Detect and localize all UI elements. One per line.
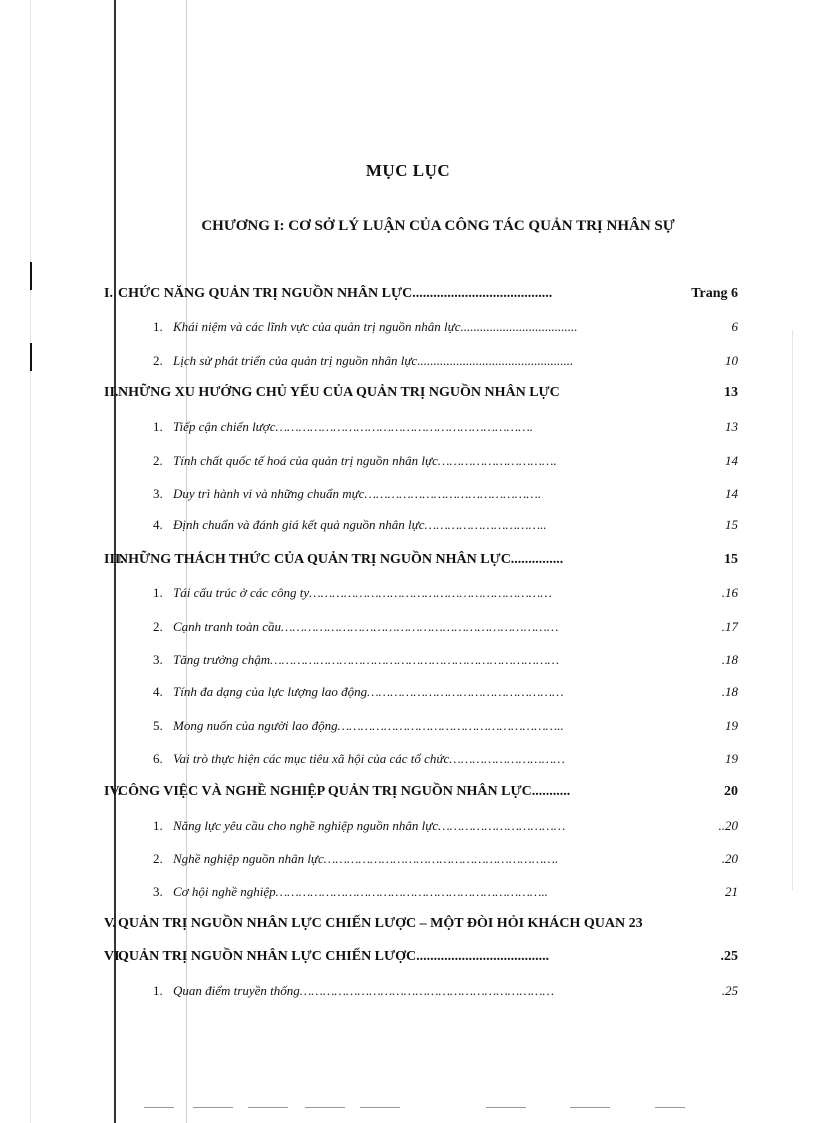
chapter-heading: CHƯƠNG I: CƠ SỞ LÝ LUẬN CỦA CÔNG TÁC QUẢN TRỊ NHÂN SỰ (201, 218, 675, 234)
page-number: 15 (724, 552, 738, 567)
entry-number: 2. (153, 453, 163, 468)
page-number: .25 (720, 949, 738, 964)
footer-dash (655, 1107, 685, 1108)
entry-number: 2. (153, 851, 163, 866)
entry-title: Vai trò thực hiện các mục tiêu xã hội của các tổ chức………………………… (173, 751, 565, 766)
toc-entry-1-1 (0, 319, 816, 341)
entry-number: 2. (153, 353, 163, 368)
entry-title: Mong nuốn của người lao động………………………………………………….. (173, 718, 564, 733)
section-title: NHỮNG THÁCH THỨC CỦA QUẢN TRỊ NGUỒN NHÂN LỰC............... (118, 552, 564, 567)
toc-section-3 (0, 552, 816, 574)
toc-entry-2-4 (0, 517, 816, 539)
toc-entry-4-2 (0, 851, 816, 873)
entry-number: 5. (153, 718, 163, 733)
toc-section-1 (0, 286, 816, 308)
page-number: .18 (721, 652, 738, 667)
page-number: 13 (725, 419, 738, 434)
entry-title: Nghề nghiệp nguồn nhân lực……………………………………………………. (173, 851, 559, 866)
section-number: IV. (104, 784, 122, 799)
toc-section-5 (0, 916, 816, 938)
entry-title: Duy trì hành vi và những chuẩn mực………………………………………. (173, 486, 542, 501)
section-title: QUẢN TRỊ NGUỒN NHÂN LỰC CHIẾN LƯỢC...................................... (118, 949, 550, 964)
entry-title: Tái cấu trúc ở các công ty……………………………………………………… (173, 585, 552, 600)
page-number: 6 (731, 319, 738, 334)
toc-entry-6-1 (0, 983, 816, 1005)
section-number: I. (104, 286, 113, 301)
entry-number: 4. (153, 517, 163, 532)
toc-entry-2-3 (0, 486, 816, 508)
entry-title: Năng lực yêu cầu cho nghề nghiệp nguồn nhân lực…………………………… (173, 818, 566, 833)
page-number: 19 (725, 718, 738, 733)
footer-dash (570, 1107, 610, 1108)
page-number: .25 (721, 983, 738, 998)
page-number: 20 (724, 784, 738, 799)
entry-number: 3. (153, 884, 163, 899)
page-number: .17 (721, 619, 738, 634)
section-title: QUẢN TRỊ NGUỒN NHÂN LỰC CHIẾN LƯỢC – MỘT ĐÒI HỎI KHÁCH QUAN 23 (118, 916, 643, 931)
footer-dash (144, 1107, 174, 1108)
toc-section-4 (0, 784, 816, 806)
toc-entry-3-5 (0, 718, 816, 740)
footer-dash (486, 1107, 526, 1108)
section-number: V. (104, 916, 116, 931)
section-number: III. (104, 552, 124, 567)
toc-entry-3-1 (0, 585, 816, 607)
scan-edge-line-right (792, 330, 793, 890)
page-number: .18 (721, 684, 738, 699)
page-title: MỤC LỤC (365, 161, 451, 180)
page-number: 14 (725, 486, 738, 501)
page-number: .16 (721, 585, 738, 600)
page-number: ..20 (718, 818, 738, 833)
entry-number: 2. (153, 619, 163, 634)
page-number: 14 (725, 453, 738, 468)
toc-entry-3-4 (0, 684, 816, 706)
entry-number: 4. (153, 684, 163, 699)
toc-entry-4-3 (0, 884, 816, 906)
page-number: 15 (725, 517, 738, 532)
page-number: 19 (725, 751, 738, 766)
footer-dash (360, 1107, 400, 1108)
entry-number: 1. (153, 319, 163, 334)
entry-number: 3. (153, 652, 163, 667)
entry-title: Cơ hội nghề nghiệp…………………………………………………………….. (173, 884, 548, 899)
toc-entry-2-2 (0, 453, 816, 475)
entry-title: Cạnh tranh toàn cầu……………………………………………………………… (173, 619, 559, 634)
entry-number: 3. (153, 486, 163, 501)
page-number: 13 (724, 385, 738, 400)
entry-title: Tăng trưởng chậm………………………………………………………………… (173, 652, 560, 667)
entry-title: Tiếp cận chiến lược…………………………………………………………. (173, 419, 534, 434)
section-number: VI. (104, 949, 124, 964)
entry-number: 1. (153, 585, 163, 600)
page-number: 21 (725, 884, 738, 899)
toc-entry-2-1 (0, 419, 816, 441)
entry-number: 6. (153, 751, 163, 766)
entry-title: Lịch sử phát triển của quản trị nguồn nhân lực................................................ (173, 353, 574, 368)
toc-entry-3-2 (0, 619, 816, 641)
section-title: NHỮNG XU HƯỚNG CHỦ YẾU CỦA QUẢN TRỊ NGUỒN NHÂN LỰC (118, 385, 560, 400)
toc-section-6 (0, 949, 816, 971)
entry-number: 1. (153, 818, 163, 833)
entry-number: 1. (153, 983, 163, 998)
footer-dash (305, 1107, 345, 1108)
page-number: .20 (721, 851, 738, 866)
page-number: 10 (725, 353, 738, 368)
section-number: II. (104, 385, 119, 400)
entry-number: 1. (153, 419, 163, 434)
footer-dash (248, 1107, 288, 1108)
toc-entry-3-6 (0, 751, 816, 773)
entry-title: Tính chất quốc tế hoá của quản trị nguồn nhân lực…………………………. (173, 453, 557, 468)
entry-title: Tính đa dạng của lực lượng lao động…………………………………………… (173, 684, 564, 699)
toc-section-2 (0, 385, 816, 407)
section-title: CHỨC NĂNG QUẢN TRỊ NGUỒN NHÂN LỰC........................................ (118, 286, 553, 301)
entry-title: Khái niệm và các lĩnh vực của quản trị nguồn nhân lực.................................... (173, 319, 578, 334)
page-number: Trang 6 (691, 286, 738, 301)
toc-entry-3-3 (0, 652, 816, 674)
toc-entry-1-2 (0, 353, 816, 375)
entry-title: Quan điểm truyền thống………………………………………………………… (173, 983, 555, 998)
section-title: CÔNG VIỆC VÀ NGHỀ NGHIỆP QUẢN TRỊ NGUỒN NHÂN LỰC........... (118, 784, 571, 799)
toc-entry-4-1 (0, 818, 816, 840)
entry-title: Định chuẩn và đánh giá kết quả nguồn nhân lực………………………….. (173, 517, 547, 532)
footer-dash (193, 1107, 233, 1108)
